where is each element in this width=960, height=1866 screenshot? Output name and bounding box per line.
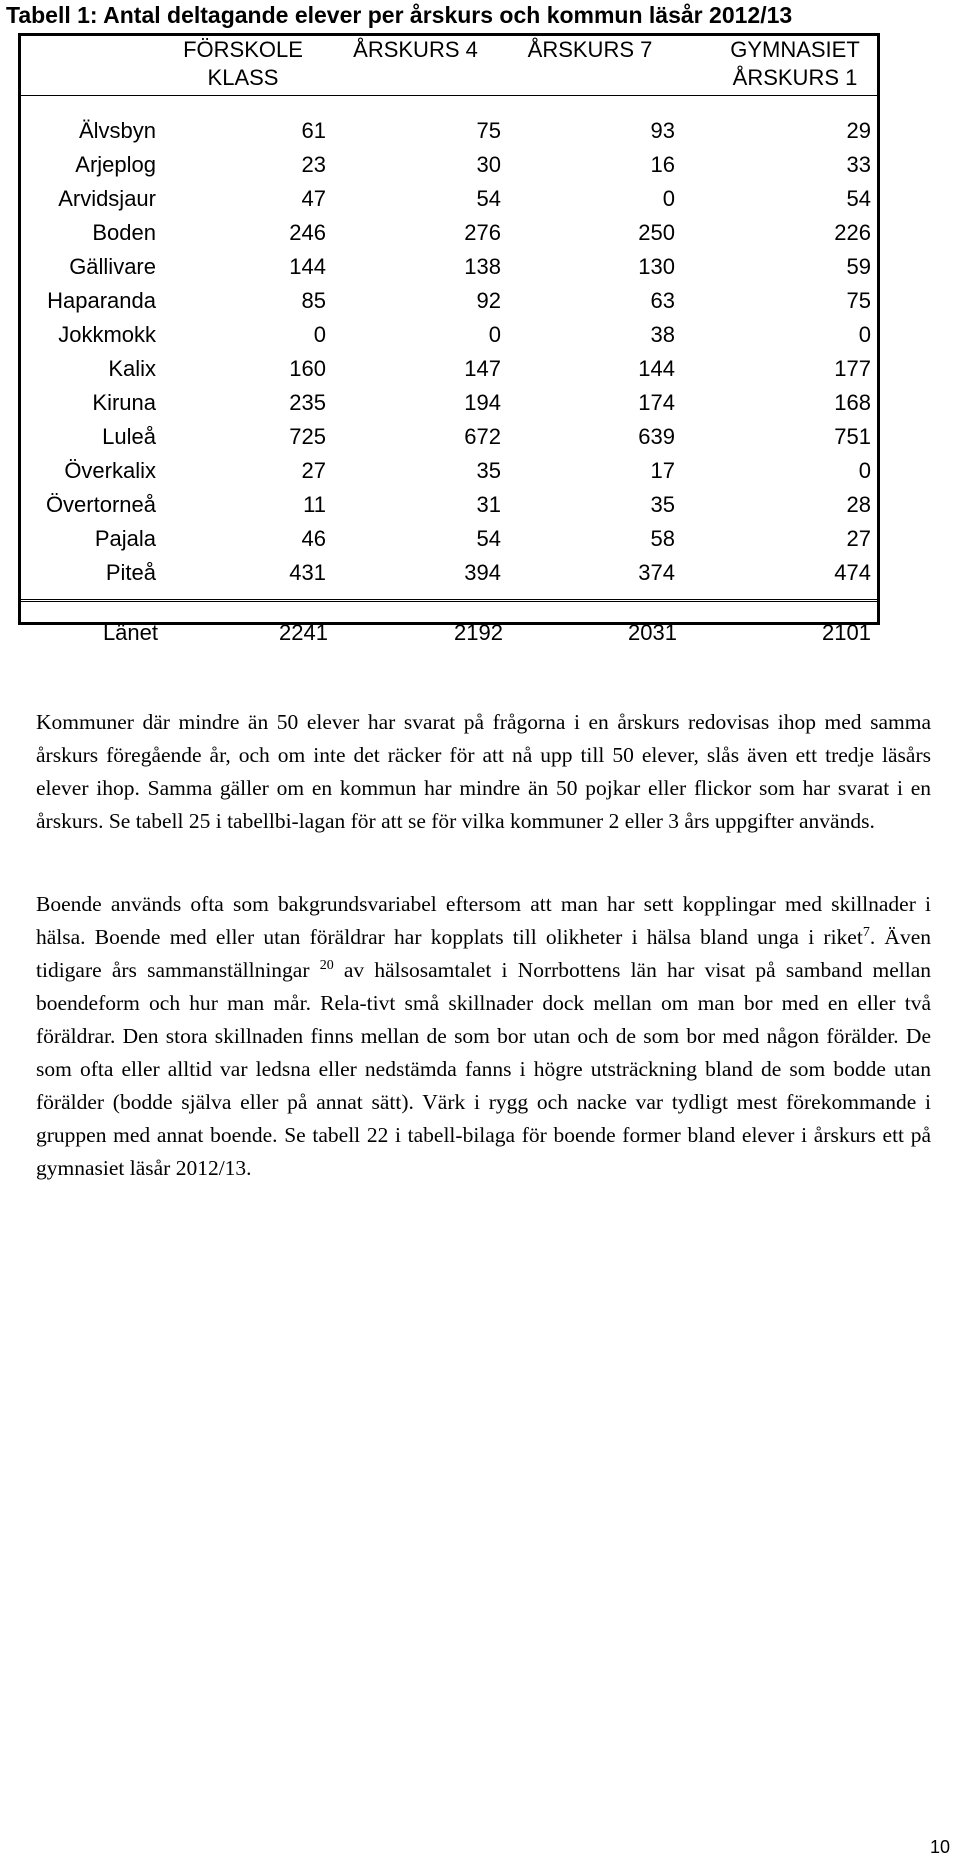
table-cell: 147 — [464, 356, 501, 381]
municipality-name: Kiruna — [92, 390, 156, 415]
table-cell: 35 — [650, 492, 675, 517]
municipality-name: Arjeplog — [75, 152, 156, 177]
table-cell: 246 — [289, 220, 326, 245]
table-row — [21, 522, 877, 556]
table-cell: 138 — [464, 254, 501, 279]
table-cell: 168 — [834, 390, 871, 415]
table-cell: 144 — [289, 254, 326, 279]
page-number: 10 — [930, 1837, 951, 1857]
table-row — [21, 556, 877, 590]
municipality-name: Boden — [92, 220, 156, 245]
municipality-name: Jokkmokk — [58, 322, 156, 347]
table-row — [21, 250, 877, 284]
header-line: ÅRSKURS 1 — [732, 65, 858, 90]
table-cell: 235 — [289, 390, 326, 415]
table-cell: 30 — [476, 152, 501, 177]
table-cell: 85 — [301, 288, 326, 313]
table-cell: 31 — [476, 492, 501, 517]
table-cell: 474 — [834, 560, 871, 585]
table-cell: 33 — [846, 152, 871, 177]
table-cell: 177 — [834, 356, 871, 381]
total-label: Länet — [102, 620, 158, 645]
table-cell: 276 — [464, 220, 501, 245]
total-separator — [21, 590, 877, 601]
table-cell: 93 — [650, 118, 675, 143]
table-cell: 174 — [638, 390, 675, 415]
table-row — [21, 420, 877, 454]
header-separator — [21, 96, 877, 115]
table-cell: 130 — [638, 254, 675, 279]
table-cell: 160 — [289, 356, 326, 381]
table-cell: 751 — [834, 424, 871, 449]
table-cell: 54 — [476, 186, 501, 211]
table-row — [21, 148, 877, 182]
table-cell: 639 — [638, 424, 675, 449]
header-gymnasiet — [677, 36, 877, 96]
header-line: KLASS — [207, 65, 279, 90]
header-line: ÅRSKURS 4 — [353, 37, 478, 62]
table-cell: 75 — [476, 118, 501, 143]
header-arskurs-4 — [328, 36, 503, 96]
paragraph-text: av hälsosamtalet i Norrbottens län har visat på samband mellan boendeform och hur man mår. Rela-tivt små skillnader dock mellan om man bor med en eller två föräldrar. Den stora skillnaden finns mellan de som bor utan och de som bor med någon förälder. De som ofta eller alltid var ledsna eller nedstämda fanns i högre utsträckning bland de som bodde utan förälder (bodde själva eller på annat sätt). Värk i rygg och nacke var tydligt mest förekommande i gruppen med annat boende. Se tabell 22 i tabell-bilaga för boende former bland elever i årskurs ett på gymnasiet läsår 2012/13. — [36, 958, 932, 1180]
table-row — [21, 454, 877, 488]
table-cell: 0 — [313, 322, 326, 347]
table-cell: 0 — [858, 322, 871, 347]
municipality-name: Överkalix — [64, 458, 156, 483]
reference-number: 20 — [319, 957, 334, 973]
header-arskurs-7 — [503, 36, 677, 96]
paragraph-kommuner: Kommuner där mindre än 50 elever har svarat på frågorna i en årskurs redovisas ihop med samma årskurs föregående år, och om inte det räcker för att nå upp till 50 elever, slås även ett tredje läsårs elever ihop. Samma gäller om en kommun har mindre än 50 pojkar eller flickor som har svarat i en årskurs. Se tabell 25 i tabellbi-lagan för att se för vilka kommuner 2 eller 3 års uppgifter används. — [36, 710, 931, 833]
table-cell: 17 — [650, 458, 675, 483]
reference-number: 7 — [862, 924, 870, 940]
table-header-row — [21, 36, 877, 96]
table-cell: 92 — [476, 288, 501, 313]
table-cell: 0 — [662, 186, 675, 211]
municipality-name: Piteå — [105, 560, 156, 585]
table-row — [21, 352, 877, 386]
header-line: FÖRSKOLE — [183, 37, 303, 62]
total-value: 2031 — [628, 620, 677, 645]
municipality-name: Älvsbyn — [78, 118, 156, 143]
table-caption: Tabell 1: Antal deltagande elever per årskurs och kommun läsår 2012/13 — [6, 2, 793, 28]
table-cell: 431 — [289, 560, 326, 585]
table-row — [21, 216, 877, 250]
total-value: 2241 — [279, 620, 328, 645]
table-cell: 35 — [476, 458, 501, 483]
table-cell: 46 — [301, 526, 326, 551]
table-row — [21, 386, 877, 420]
table-row — [21, 318, 877, 352]
total-row — [21, 601, 877, 665]
table-cell: 0 — [488, 322, 501, 347]
table-cell: 38 — [650, 322, 675, 347]
table-cell: 672 — [464, 424, 501, 449]
header-line: ÅRSKURS 7 — [527, 37, 653, 62]
table-cell: 725 — [289, 424, 326, 449]
paragraph-text: Boende används ofta som bakgrundsvariabel eftersom att man har sett kopplingar med skillnader i hälsa. Boende med eller utan föräldrar har kopplats till olikheter i hälsa bland unga i riket — [36, 892, 931, 949]
municipality-name: Haparanda — [47, 288, 156, 313]
paragraph-boende — [36, 888, 931, 1185]
header-corner — [21, 36, 158, 96]
table-row — [21, 182, 877, 216]
data-table — [21, 36, 877, 664]
table-cell: 194 — [464, 390, 501, 415]
total-value: 2192 — [454, 620, 503, 645]
municipality-name: Gällivare — [69, 254, 156, 279]
table-row — [21, 284, 877, 318]
table-body — [21, 114, 877, 590]
header-forskoleklass — [158, 36, 328, 96]
table-cell: 27 — [846, 526, 871, 551]
table-cell: 394 — [464, 560, 501, 585]
municipality-name: Övertorneå — [45, 492, 156, 517]
table-cell: 59 — [846, 254, 871, 279]
table-cell: 28 — [846, 492, 871, 517]
table-cell: 29 — [846, 118, 871, 143]
municipality-name: Pajala — [94, 526, 156, 551]
table-cell: 63 — [650, 288, 675, 313]
municipality-name: Luleå — [102, 424, 156, 449]
table-cell: 58 — [650, 526, 675, 551]
paragraph-text: . Även tidigare års sammanställningar — [36, 925, 931, 982]
header-line: GYMNASIET — [730, 37, 860, 62]
table-cell: 27 — [301, 458, 326, 483]
table-cell: 226 — [834, 220, 871, 245]
table-cell: 54 — [476, 526, 501, 551]
table-cell: 61 — [301, 118, 326, 143]
table-cell: 16 — [650, 152, 675, 177]
table-cell: 23 — [301, 152, 326, 177]
table-cell: 250 — [638, 220, 675, 245]
table-cell: 374 — [638, 560, 675, 585]
table-row — [21, 488, 877, 522]
total-value: 2101 — [822, 620, 871, 645]
table-cell: 11 — [303, 492, 326, 517]
municipality-name: Arvidsjaur — [58, 186, 156, 211]
table-cell: 0 — [858, 458, 871, 483]
table-cell: 75 — [846, 288, 871, 313]
table-cell: 47 — [301, 186, 326, 211]
table-cell: 144 — [638, 356, 675, 381]
participation-table — [18, 33, 880, 645]
table-row — [21, 114, 877, 148]
table-cell: 54 — [846, 186, 871, 211]
municipality-name: Kalix — [108, 356, 156, 381]
